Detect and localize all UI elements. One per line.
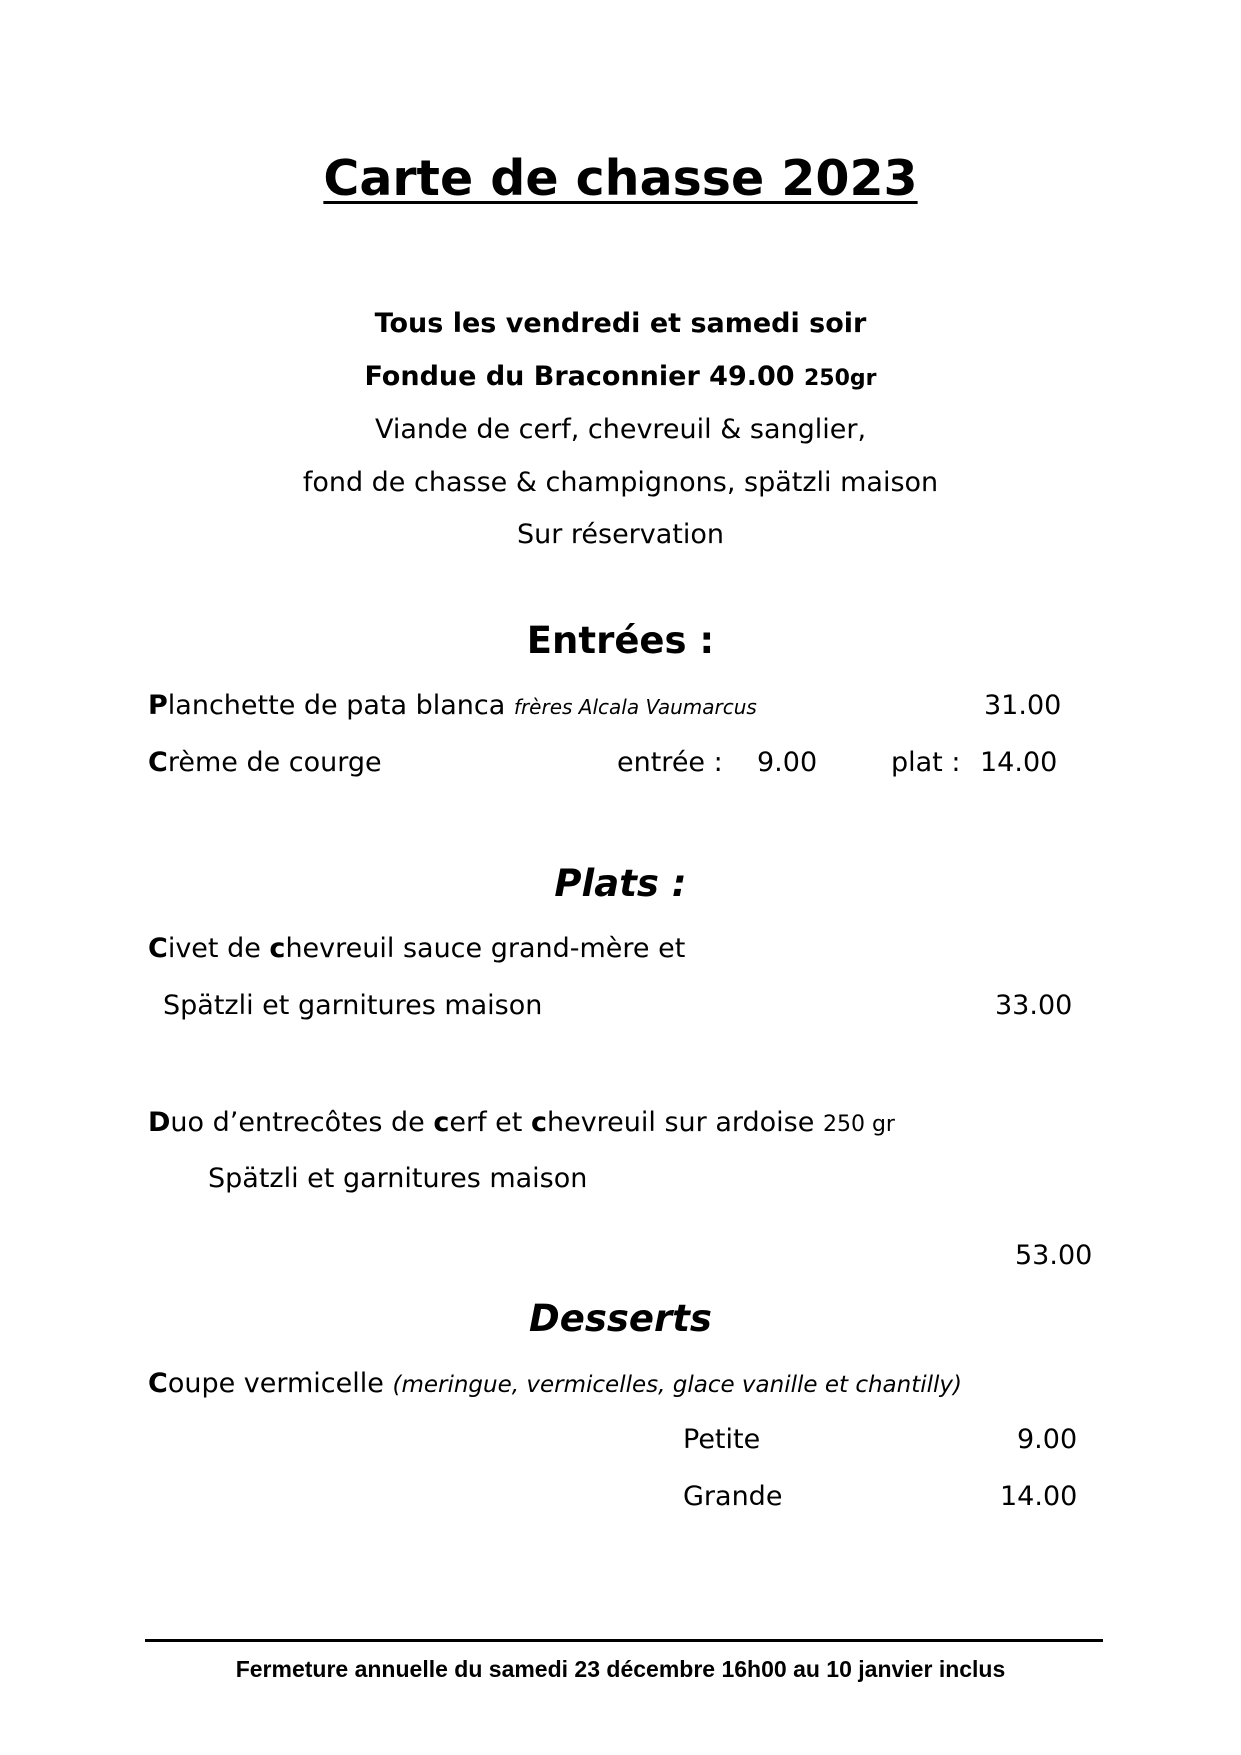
fondue-description-2: fond de chasse & champignons, spätzli maison <box>302 467 939 498</box>
item-initial: D <box>148 1107 171 1138</box>
entree-price-planchette: 31.00 <box>984 690 1062 721</box>
item-text: hevreuil sur ardoise <box>546 1107 815 1138</box>
duo-garnish: Spätzli et garnitures maison <box>208 1163 588 1194</box>
duo-weight: 250 gr <box>822 1112 895 1137</box>
creme-plat-label: plat : <box>891 747 961 778</box>
duo-price: 53.00 <box>1015 1240 1093 1271</box>
item-initial: C <box>148 747 168 778</box>
intro-line-1: Tous les vendredi et samedi soir <box>374 308 867 339</box>
creme-entree-price: 9.00 <box>757 747 818 778</box>
item-name: oupe vermicelle <box>167 1368 384 1399</box>
dessert-price-grande: 14.00 <box>1000 1481 1078 1512</box>
item-name: lanchette de pata blanca <box>167 690 506 721</box>
entrees-heading: Entrées : <box>526 619 715 662</box>
page-title: Carte de chasse 2023 <box>323 150 918 207</box>
item-text: ivet de <box>167 933 270 964</box>
entree-item-creme <box>148 747 382 778</box>
item-note: (meringue, vermicelles, glace vanille et chantilly) <box>392 1372 962 1398</box>
plat-item-civet <box>148 933 685 964</box>
plat-item-duo <box>148 1107 895 1138</box>
closure-notice: Fermeture annuelle du samedi 23 décembre 16h00 au 10 janvier inclus <box>235 1656 1006 1682</box>
footer-divider <box>145 1639 1103 1642</box>
item-name: rème de courge <box>167 747 382 778</box>
item-initial: c <box>530 1107 547 1138</box>
reservation-note: Sur réservation <box>516 519 725 550</box>
item-text: hevreuil sauce grand-mère et <box>285 933 686 964</box>
item-initial: C <box>148 1368 168 1399</box>
plats-heading: Plats : <box>554 862 687 905</box>
item-initial: C <box>148 933 168 964</box>
entree-item-planchette <box>148 690 757 721</box>
dessert-item-coupe <box>148 1368 962 1399</box>
item-text: uo d’entrecôtes de <box>170 1107 434 1138</box>
dessert-size-grande: Grande <box>683 1481 783 1512</box>
fondue-name: Fondue du Braconnier 49.00 <box>364 361 795 392</box>
fondue-description-1: Viande de cerf, chevreuil & sanglier, <box>374 414 867 445</box>
fondue-weight: 250gr <box>804 366 877 391</box>
dessert-size-petite: Petite <box>683 1424 761 1455</box>
item-text: erf et <box>449 1107 531 1138</box>
fondue-line <box>0 361 1241 392</box>
item-initial: c <box>433 1107 450 1138</box>
desserts-heading: Desserts <box>529 1297 712 1340</box>
civet-garnish: Spätzli et garnitures maison <box>163 990 543 1021</box>
dessert-price-petite: 9.00 <box>1017 1424 1078 1455</box>
civet-price: 33.00 <box>995 990 1073 1021</box>
item-initial: c <box>269 933 286 964</box>
creme-plat-price: 14.00 <box>980 747 1058 778</box>
item-initial: P <box>148 690 168 721</box>
item-note: frères Alcala Vaumarcus <box>513 695 757 719</box>
creme-entree-label: entrée : <box>617 747 723 778</box>
